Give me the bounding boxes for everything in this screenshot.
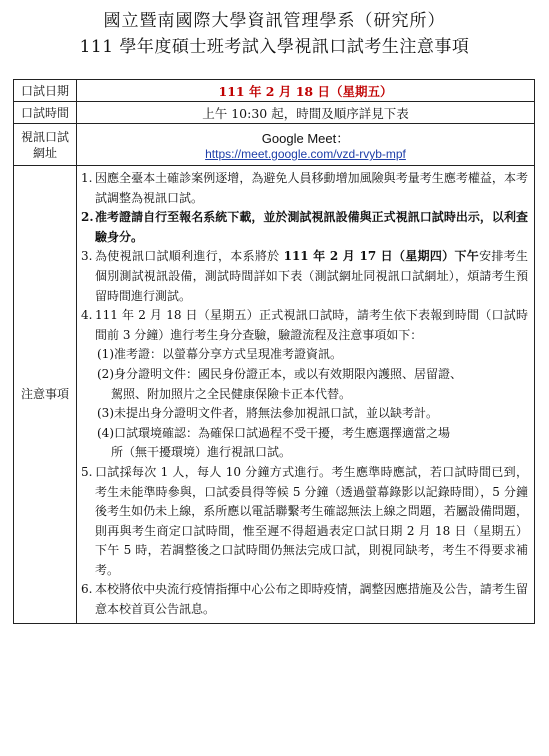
note-subitem: (2)身分證明文件：國民身份證正本，或以有效期限內護照、居留證、 (97, 366, 463, 381)
note-subitem: (1)准考證：以螢幕分享方式呈現准考證資訊。 (97, 347, 342, 362)
page-title: 國立暨南國際大學資訊管理學系（研究所） (103, 11, 446, 31)
table-row (14, 166, 535, 624)
note-number: 3. (81, 249, 93, 264)
note-item (81, 463, 528, 581)
notes-label: 注意事項 (14, 166, 77, 624)
note-number: 2. (81, 210, 94, 225)
note-text: 因應全臺本土確診案例逐增，為避免人員移動增加風險與考量考生應考權益，本考試調整為視訊口試。 (95, 171, 528, 205)
url-title: Google Meet： (261, 131, 350, 146)
time-value: 上午 10:30 起，時間及順序詳見下表 (77, 102, 535, 124)
note-text: 本校將依中央流行疫情指揮中心公布之即時疫情，調整因應措施及公告，請考生留意本校首頁公告訊息。 (95, 582, 528, 617)
table-row (14, 102, 535, 124)
note-subitem: (3)未提出身分證明文件者，將無法參加視訊口試，並以缺考計。 (97, 406, 439, 421)
note-number: 1. (81, 171, 93, 185)
url-label: 視訊口試網址 (14, 124, 77, 166)
note-item (81, 208, 528, 247)
note-item (81, 580, 528, 619)
info-table (13, 79, 535, 624)
table-row (14, 124, 535, 166)
note-text: 口試採每次 1 人，每人 10 分鐘方式進行。考生應準時應試，若口試時間已到，考生未能準時參與，口試委員得等候 5 分鐘（透過螢幕錄影以記錄時間），5 分鐘後考生如仍未上線，系所應以電話聯繫考生確認無法上線之問題，若屬設備問題，則再與考生商定口試時間，惟至遲不得超過表定口試日期 2 月 18 日（星期五）下午 5 時，若調整後之口試時間仍無法完成口試，則視同缺考，考生不得要求補考。 (95, 464, 528, 577)
note-subitem-cont: 駕照、附加照片之全民健康保險卡正本代替。 (111, 386, 352, 401)
notes-cell (77, 166, 535, 624)
note-number: 5. (81, 464, 93, 479)
note-subitem-cont: 所（無干擾環境）進行視訊口試。 (111, 445, 292, 460)
note-item (81, 247, 528, 306)
note-highlight: 111 年 2 月 17 日（星期四）下午 (283, 249, 480, 264)
date-value: 111 年 2 月 18 日（星期五） (77, 80, 535, 102)
note-text: 111 年 2 月 18 日（星期五）正式視訊口試時，請考生依下表報到時間（口試時間前 3 分鐘）進行考生身分查驗，驗證流程及注意事項如下： (95, 308, 528, 342)
note-text: 為使視訊口試順利進行，本系將於 111 年 2 月 17 日（星期四）下午安排考生個別測試視訊設備，測試時間詳如下表（測試網址同視訊口試網址），煩請考生預留時間進行測試。 (95, 249, 528, 303)
note-text: 准考證請自行至報名系統下載，並於測試視訊設備與正式視訊口試時出示，以利查驗身分。 (95, 210, 528, 244)
note-item (81, 169, 528, 208)
meet-link[interactable]: https://meet.google.com/vzd-rvyb-mpf (205, 147, 406, 161)
url-cell (77, 124, 535, 166)
note-subitem: (4)口試環境確認：為確保口試過程不受干擾，考生應選擇適當之場 (97, 425, 451, 440)
date-label: 口試日期 (14, 80, 77, 102)
table-row (14, 80, 535, 102)
note-item (81, 306, 528, 345)
time-label: 口試時間 (14, 102, 77, 124)
page-subtitle: 111 學年度碩士班考試入學視訊口試考生注意事項 (79, 37, 470, 57)
note-number: 6. (81, 582, 93, 597)
note-number: 4. (81, 308, 93, 323)
